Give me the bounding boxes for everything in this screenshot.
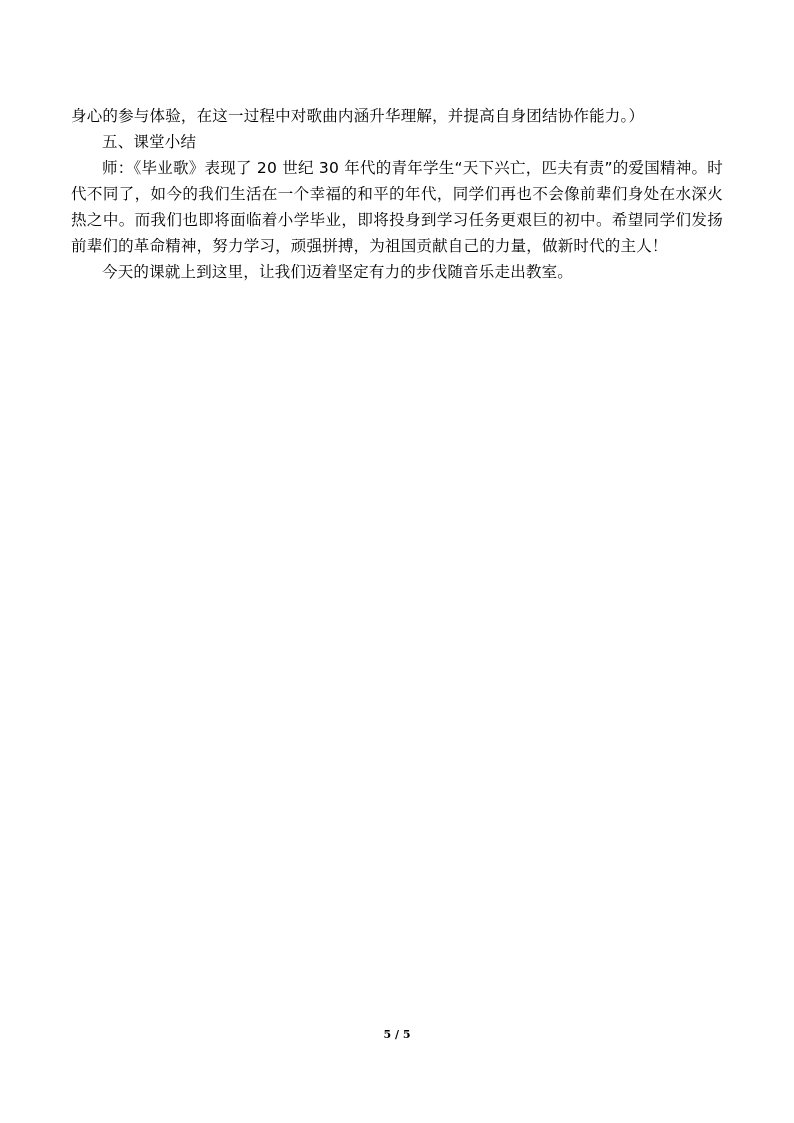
- page-number: 5 / 5: [383, 1028, 411, 1041]
- paragraph-teacher-remarks: 师：《毕业歌》表现了 20 世纪 30 年代的青年学生“天下兴亡，匹夫有责”的爱国精神。时代不同了，如今的我们生活在一个幸福的和平的年代，同学们再也不会像前辈们身处在水深火热之中。而我们也即将面临着小学毕业，即将投身到学习任务更艰巨的初中。希望同学们发扬前辈们的革命精神，努力学习，顽强拼搏，为祖国贡献自己的力量，做新时代的主人！: [71, 159, 723, 255]
- paragraph-closing: 今天的课就上到这里，让我们迈着坚定有力的步伐随音乐走出教室。: [102, 263, 574, 281]
- document-body: [71, 103, 723, 285]
- section-heading-summary: 五、课堂小结: [102, 133, 197, 151]
- paragraph-continuation: 身心的参与体验，在这一过程中对歌曲内涵升华理解，并提高自身团结协作能力。）: [71, 107, 645, 125]
